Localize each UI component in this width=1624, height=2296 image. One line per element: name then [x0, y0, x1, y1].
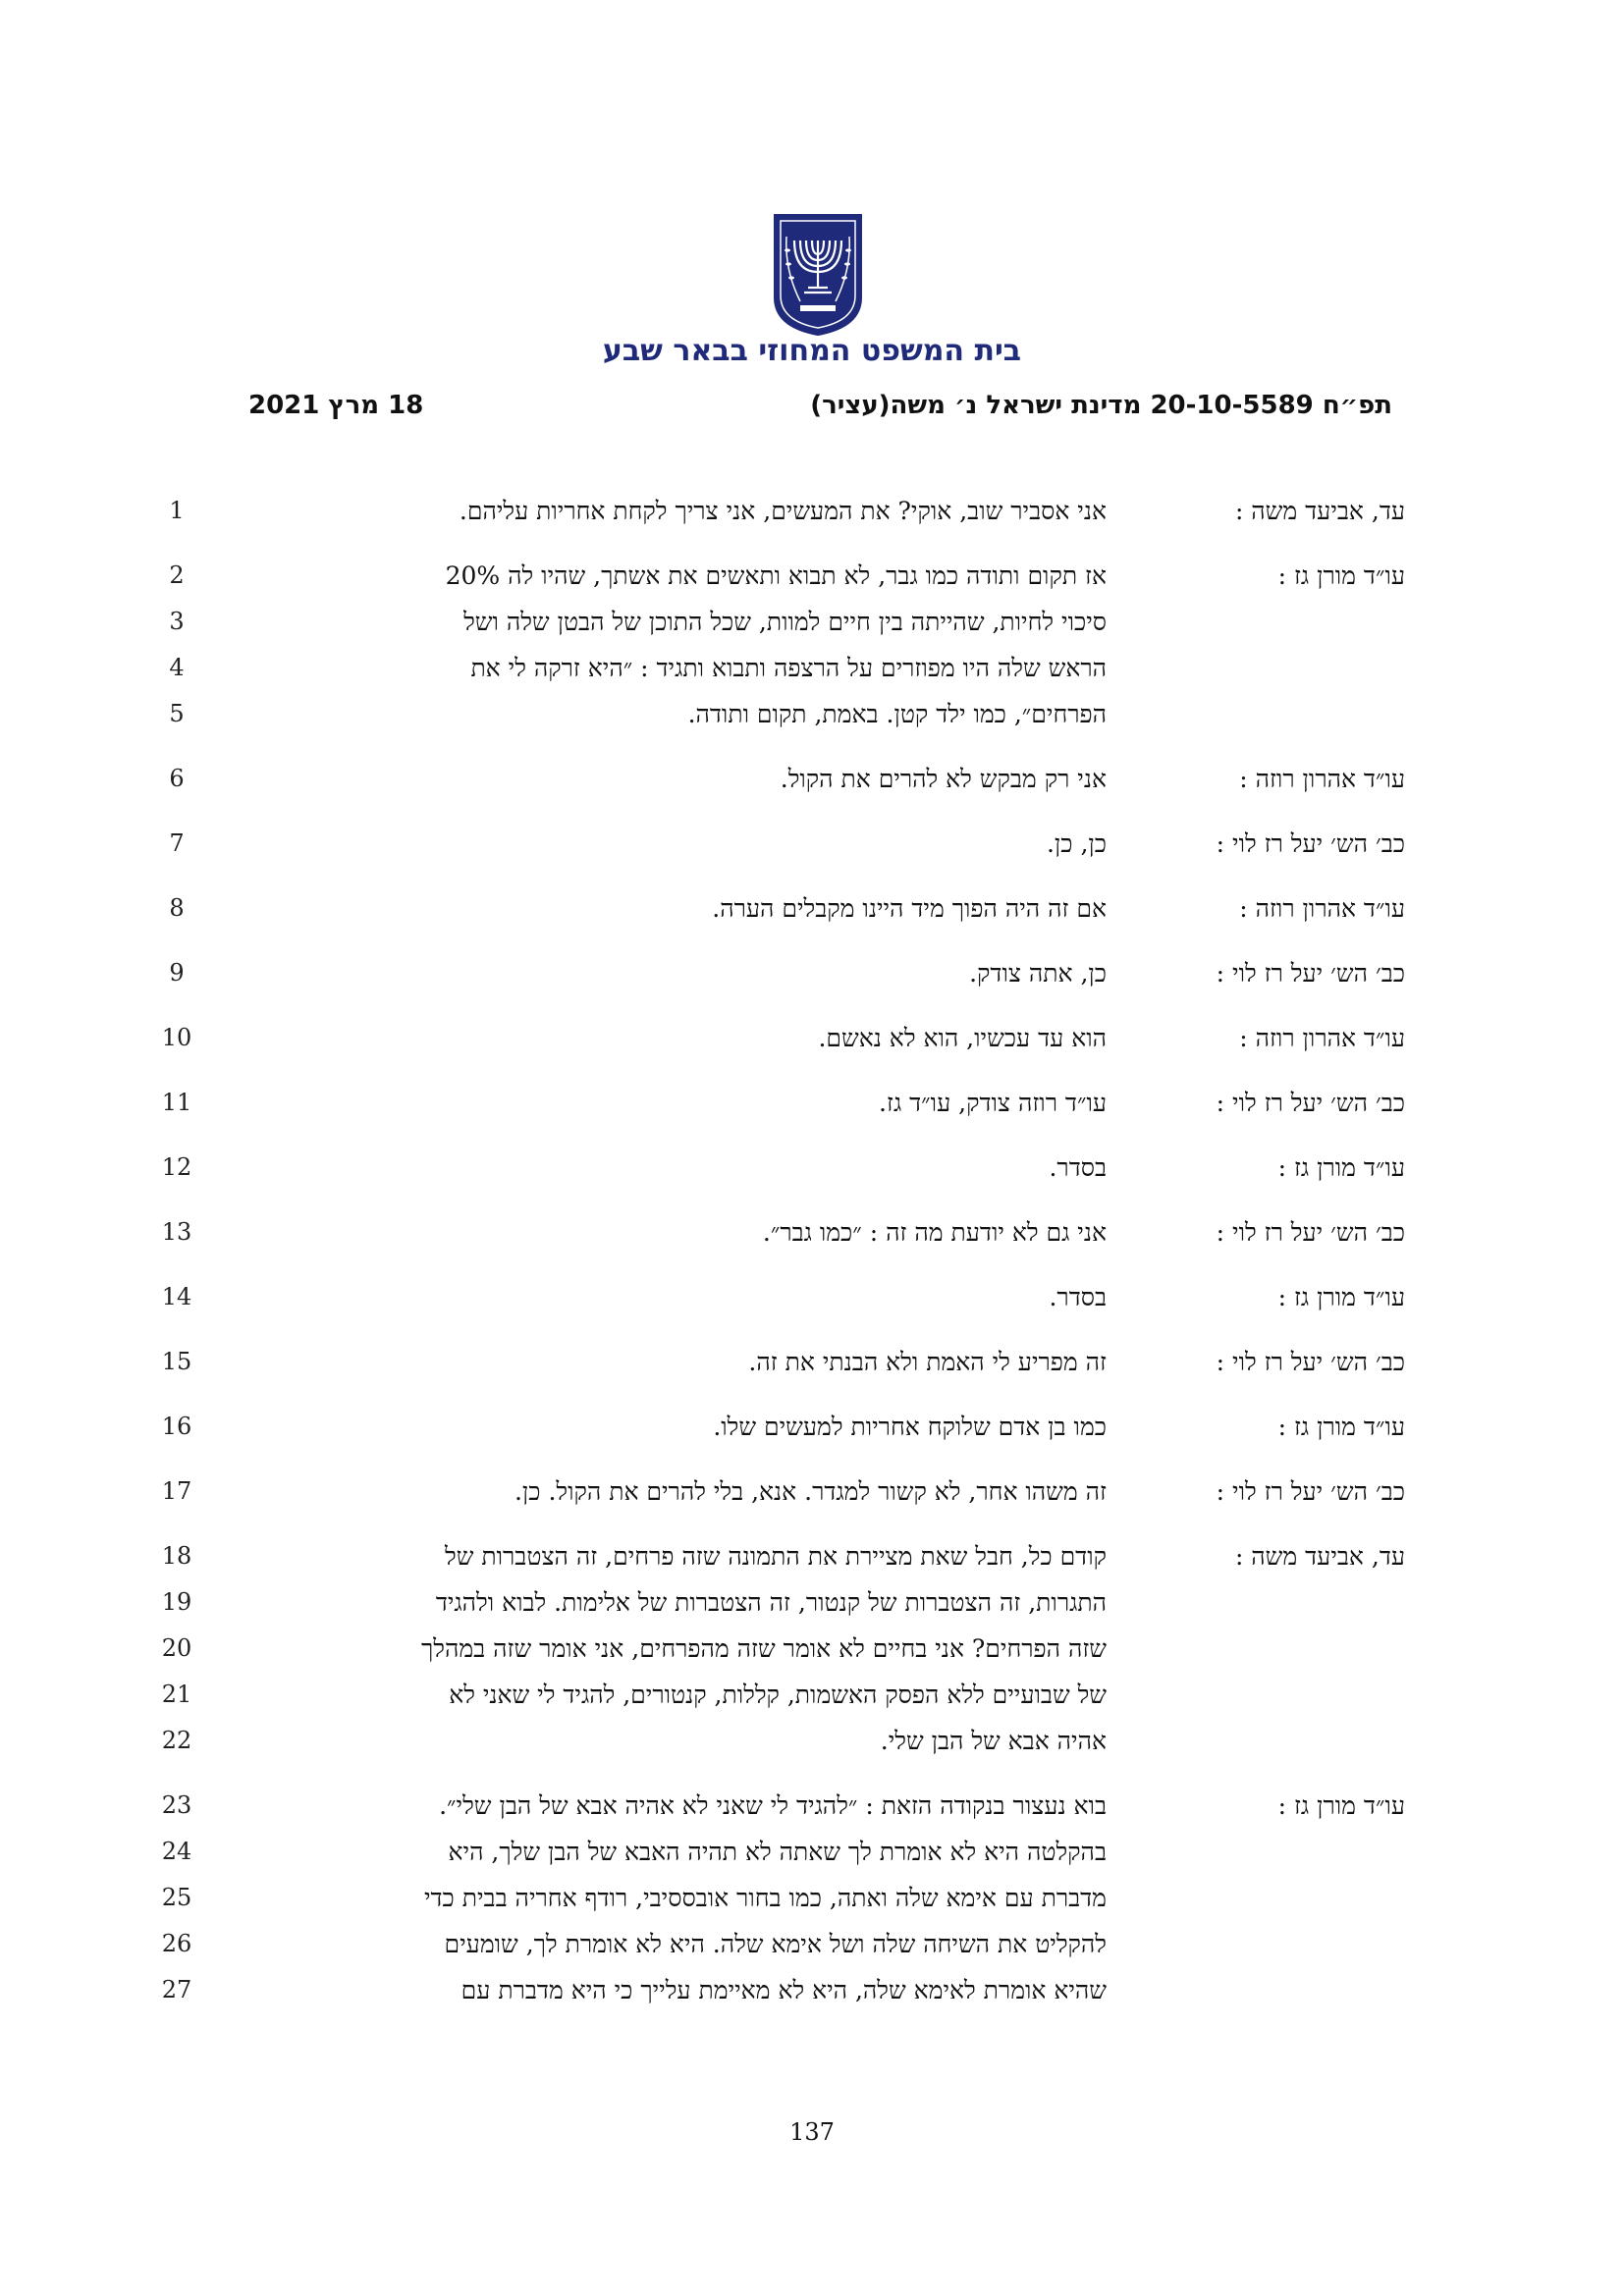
line-text: הוא עד עכשיו, הוא לא נאשם.	[818, 1024, 1107, 1052]
transcript-line	[0, 1718, 1624, 1764]
line-text: אהיה אבא של הבן שלי.	[880, 1727, 1107, 1755]
line-number: 3	[169, 608, 185, 635]
line-number: 26	[161, 1930, 192, 1957]
line-text: בוא נעצור בנקודה הזאת : ״להגיד לי שאני לא אהיה אבא של הבן שלי״.	[439, 1791, 1107, 1820]
transcript-line	[0, 645, 1624, 691]
line-number: 17	[161, 1477, 192, 1505]
speaker-label: עו״ד אהרון רוזה :	[1239, 894, 1405, 923]
line-number: 9	[169, 959, 185, 987]
transcript-line	[0, 1921, 1624, 1967]
transcript-line	[0, 1080, 1624, 1126]
speaker-label: עו״ד אהרון רוזה :	[1239, 765, 1405, 793]
speaker-label: עו״ד מורן גז :	[1277, 1153, 1405, 1182]
line-text: אני רק מבקש לא להרים את הקול.	[780, 765, 1107, 793]
line-text: זה מפריע לי האמת ולא הבנתי את זה.	[748, 1348, 1107, 1376]
transcript-line	[0, 599, 1624, 645]
transcript-line	[0, 553, 1624, 599]
line-text: כמו בן אדם שלוקח אחריות למעשים שלו.	[713, 1413, 1107, 1441]
speaker-label: עו״ד מורן גז :	[1277, 561, 1405, 590]
speech-block	[0, 1783, 1624, 2013]
line-number: 2	[169, 561, 185, 589]
transcript-line	[0, 821, 1624, 867]
transcript-line	[0, 1209, 1624, 1255]
line-text: קודם כל, חבל שאת מציירת את התמונה שזה פרחים, זה הצטברות של	[445, 1542, 1107, 1571]
transcript-line	[0, 1783, 1624, 1829]
line-number: 27	[161, 1976, 192, 2003]
line-number: 22	[161, 1727, 192, 1754]
line-number: 13	[161, 1218, 192, 1246]
speaker-label: כב׳ הש׳ יעל רז לוי :	[1216, 1348, 1405, 1376]
line-number: 23	[161, 1791, 192, 1819]
transcript-line	[0, 1533, 1624, 1579]
speaker-label: כב׳ הש׳ יעל רז לוי :	[1216, 959, 1405, 988]
speech-block	[0, 1339, 1624, 1385]
line-number: 12	[161, 1153, 192, 1181]
document-date: 18 מרץ 2021	[248, 391, 424, 420]
line-number: 7	[169, 829, 185, 857]
transcript-line	[0, 885, 1624, 932]
line-number: 8	[169, 894, 185, 922]
speaker-label: עו״ד מורן גז :	[1277, 1283, 1405, 1311]
speaker-label: עו״ד אהרון רוזה :	[1239, 1024, 1405, 1052]
line-text: אם זה היה הפוך מיד היינו מקבלים הערה.	[712, 894, 1107, 923]
line-number: 11	[161, 1089, 192, 1116]
line-number: 18	[161, 1542, 192, 1570]
transcript-line	[0, 1829, 1624, 1875]
speech-block	[0, 1209, 1624, 1255]
line-number: 4	[169, 654, 185, 681]
speech-block	[0, 885, 1624, 932]
speech-block	[0, 1274, 1624, 1320]
line-number: 5	[169, 700, 185, 727]
line-text: אז תקום ותודה כמו גבר, לא תבוא ותאשים את אשתך, שהיו לה 20%	[445, 561, 1107, 590]
line-text: אני גם לא יודעת מה זה : ״כמו גבר״.	[762, 1218, 1107, 1247]
case-title: תפ״ח 20-10-5589 מדינת ישראל נ׳ משה(עציר)	[810, 391, 1392, 420]
transcript-line	[0, 488, 1624, 534]
line-number: 16	[161, 1413, 192, 1440]
transcript-line	[0, 1015, 1624, 1061]
speech-block	[0, 488, 1624, 534]
transcript-line	[0, 1626, 1624, 1672]
line-text: עו״ד רוזה צודק, עו״ד גז.	[879, 1089, 1107, 1117]
line-text: הראש שלה היו מפוזרים על הרצפה ותבוא ותגיד : ״היא זרקה לי את	[470, 654, 1107, 682]
speaker-label: כב׳ הש׳ יעל רז לוי :	[1216, 1089, 1405, 1117]
line-text: זה משהו אחר, לא קשור למגדר. אנא, בלי להרים את הקול. כן.	[514, 1477, 1107, 1506]
speech-block	[0, 1533, 1624, 1764]
speaker-label: עו״ד מורן גז :	[1277, 1791, 1405, 1820]
speaker-label: כב׳ הש׳ יעל רז לוי :	[1216, 1218, 1405, 1247]
speech-block	[0, 553, 1624, 737]
line-text: כן, כן.	[1046, 829, 1107, 858]
speaker-label: עו״ד מורן גז :	[1277, 1413, 1405, 1441]
speaker-label: כב׳ הש׳ יעל רז לוי :	[1216, 1477, 1405, 1506]
line-text: הפרחים״, כמו ילד קטן. באמת, תקום ותודה.	[687, 700, 1107, 728]
speech-block	[0, 1404, 1624, 1450]
line-text: בסדר.	[1049, 1283, 1107, 1311]
line-number: 20	[161, 1634, 192, 1662]
line-number: 19	[161, 1588, 192, 1616]
transcript-line	[0, 1145, 1624, 1191]
transcript-line	[0, 1579, 1624, 1626]
line-text: של שבועיים ללא הפסק האשמות, קללות, קנטורים, להגיד לי שאני לא	[449, 1681, 1107, 1709]
line-number: 15	[161, 1348, 192, 1375]
line-number: 6	[169, 765, 185, 792]
transcript-line	[0, 950, 1624, 996]
speech-block	[0, 821, 1624, 867]
line-text: אני אסביר שוב, אוקי? את המעשים, אני צריך לקחת אחריות עליהם.	[459, 497, 1107, 525]
speaker-label: עד, אביעד משה :	[1234, 497, 1405, 525]
transcript-line	[0, 1339, 1624, 1385]
line-text: סיכוי לחיות, שהייתה בין חיים למוות, שכל התוכן של הבטן שלה ושל	[463, 608, 1107, 636]
transcript-line	[0, 1875, 1624, 1921]
speech-block	[0, 1145, 1624, 1191]
speech-block	[0, 1080, 1624, 1126]
line-number: 24	[161, 1838, 192, 1865]
page-number: 137	[789, 2118, 835, 2146]
speaker-label: כב׳ הש׳ יעל רז לוי :	[1216, 829, 1405, 858]
line-text: בהקלטה היא לא אומרת לך שאתה לא תהיה האבא של הבן שלך, היא	[448, 1838, 1107, 1866]
line-number: 1	[169, 497, 185, 524]
transcript-line	[0, 756, 1624, 802]
line-text: כן, אתה צודק.	[969, 959, 1107, 988]
line-text: שהיא אומרת לאימא שלה, היא לא מאיימת עלייך כי היא מדברת עם	[460, 1976, 1107, 2004]
transcript-line	[0, 1274, 1624, 1320]
line-text: להקליט את השיחה שלה ושל אימא שלה. היא לא אומרת לך, שומעים	[444, 1930, 1107, 1958]
speech-block	[0, 1015, 1624, 1061]
line-number: 14	[161, 1283, 192, 1310]
speech-block	[0, 950, 1624, 996]
transcript	[0, 488, 1624, 2032]
line-text: בסדר.	[1049, 1153, 1107, 1182]
transcript-line	[0, 1404, 1624, 1450]
transcript-line	[0, 691, 1624, 737]
line-text: מדברת עם אימא שלה ואתה, כמו בחור אובססיבי, רודף אחריה בבית כדי	[423, 1884, 1107, 1912]
line-number: 25	[161, 1884, 192, 1911]
line-number: 10	[161, 1024, 192, 1051]
speech-block	[0, 1468, 1624, 1515]
speech-block	[0, 756, 1624, 802]
speaker-label: עד, אביעד משה :	[1234, 1542, 1405, 1571]
state-emblem-icon	[771, 211, 865, 337]
court-name: בית המשפט המחוזי בבאר שבע	[602, 334, 1022, 368]
line-text: שזה הפרחים? אני בחיים לא אומר שזה מהפרחים, אני אומר שזה במהלך	[421, 1634, 1107, 1663]
transcript-line	[0, 1468, 1624, 1515]
line-text: התגרות, זה הצטברות של קנטור, זה הצטברות של אלימות. לבוא ולהגיד	[435, 1588, 1107, 1617]
line-number: 21	[161, 1681, 192, 1708]
transcript-line	[0, 1672, 1624, 1718]
transcript-line	[0, 1967, 1624, 2013]
